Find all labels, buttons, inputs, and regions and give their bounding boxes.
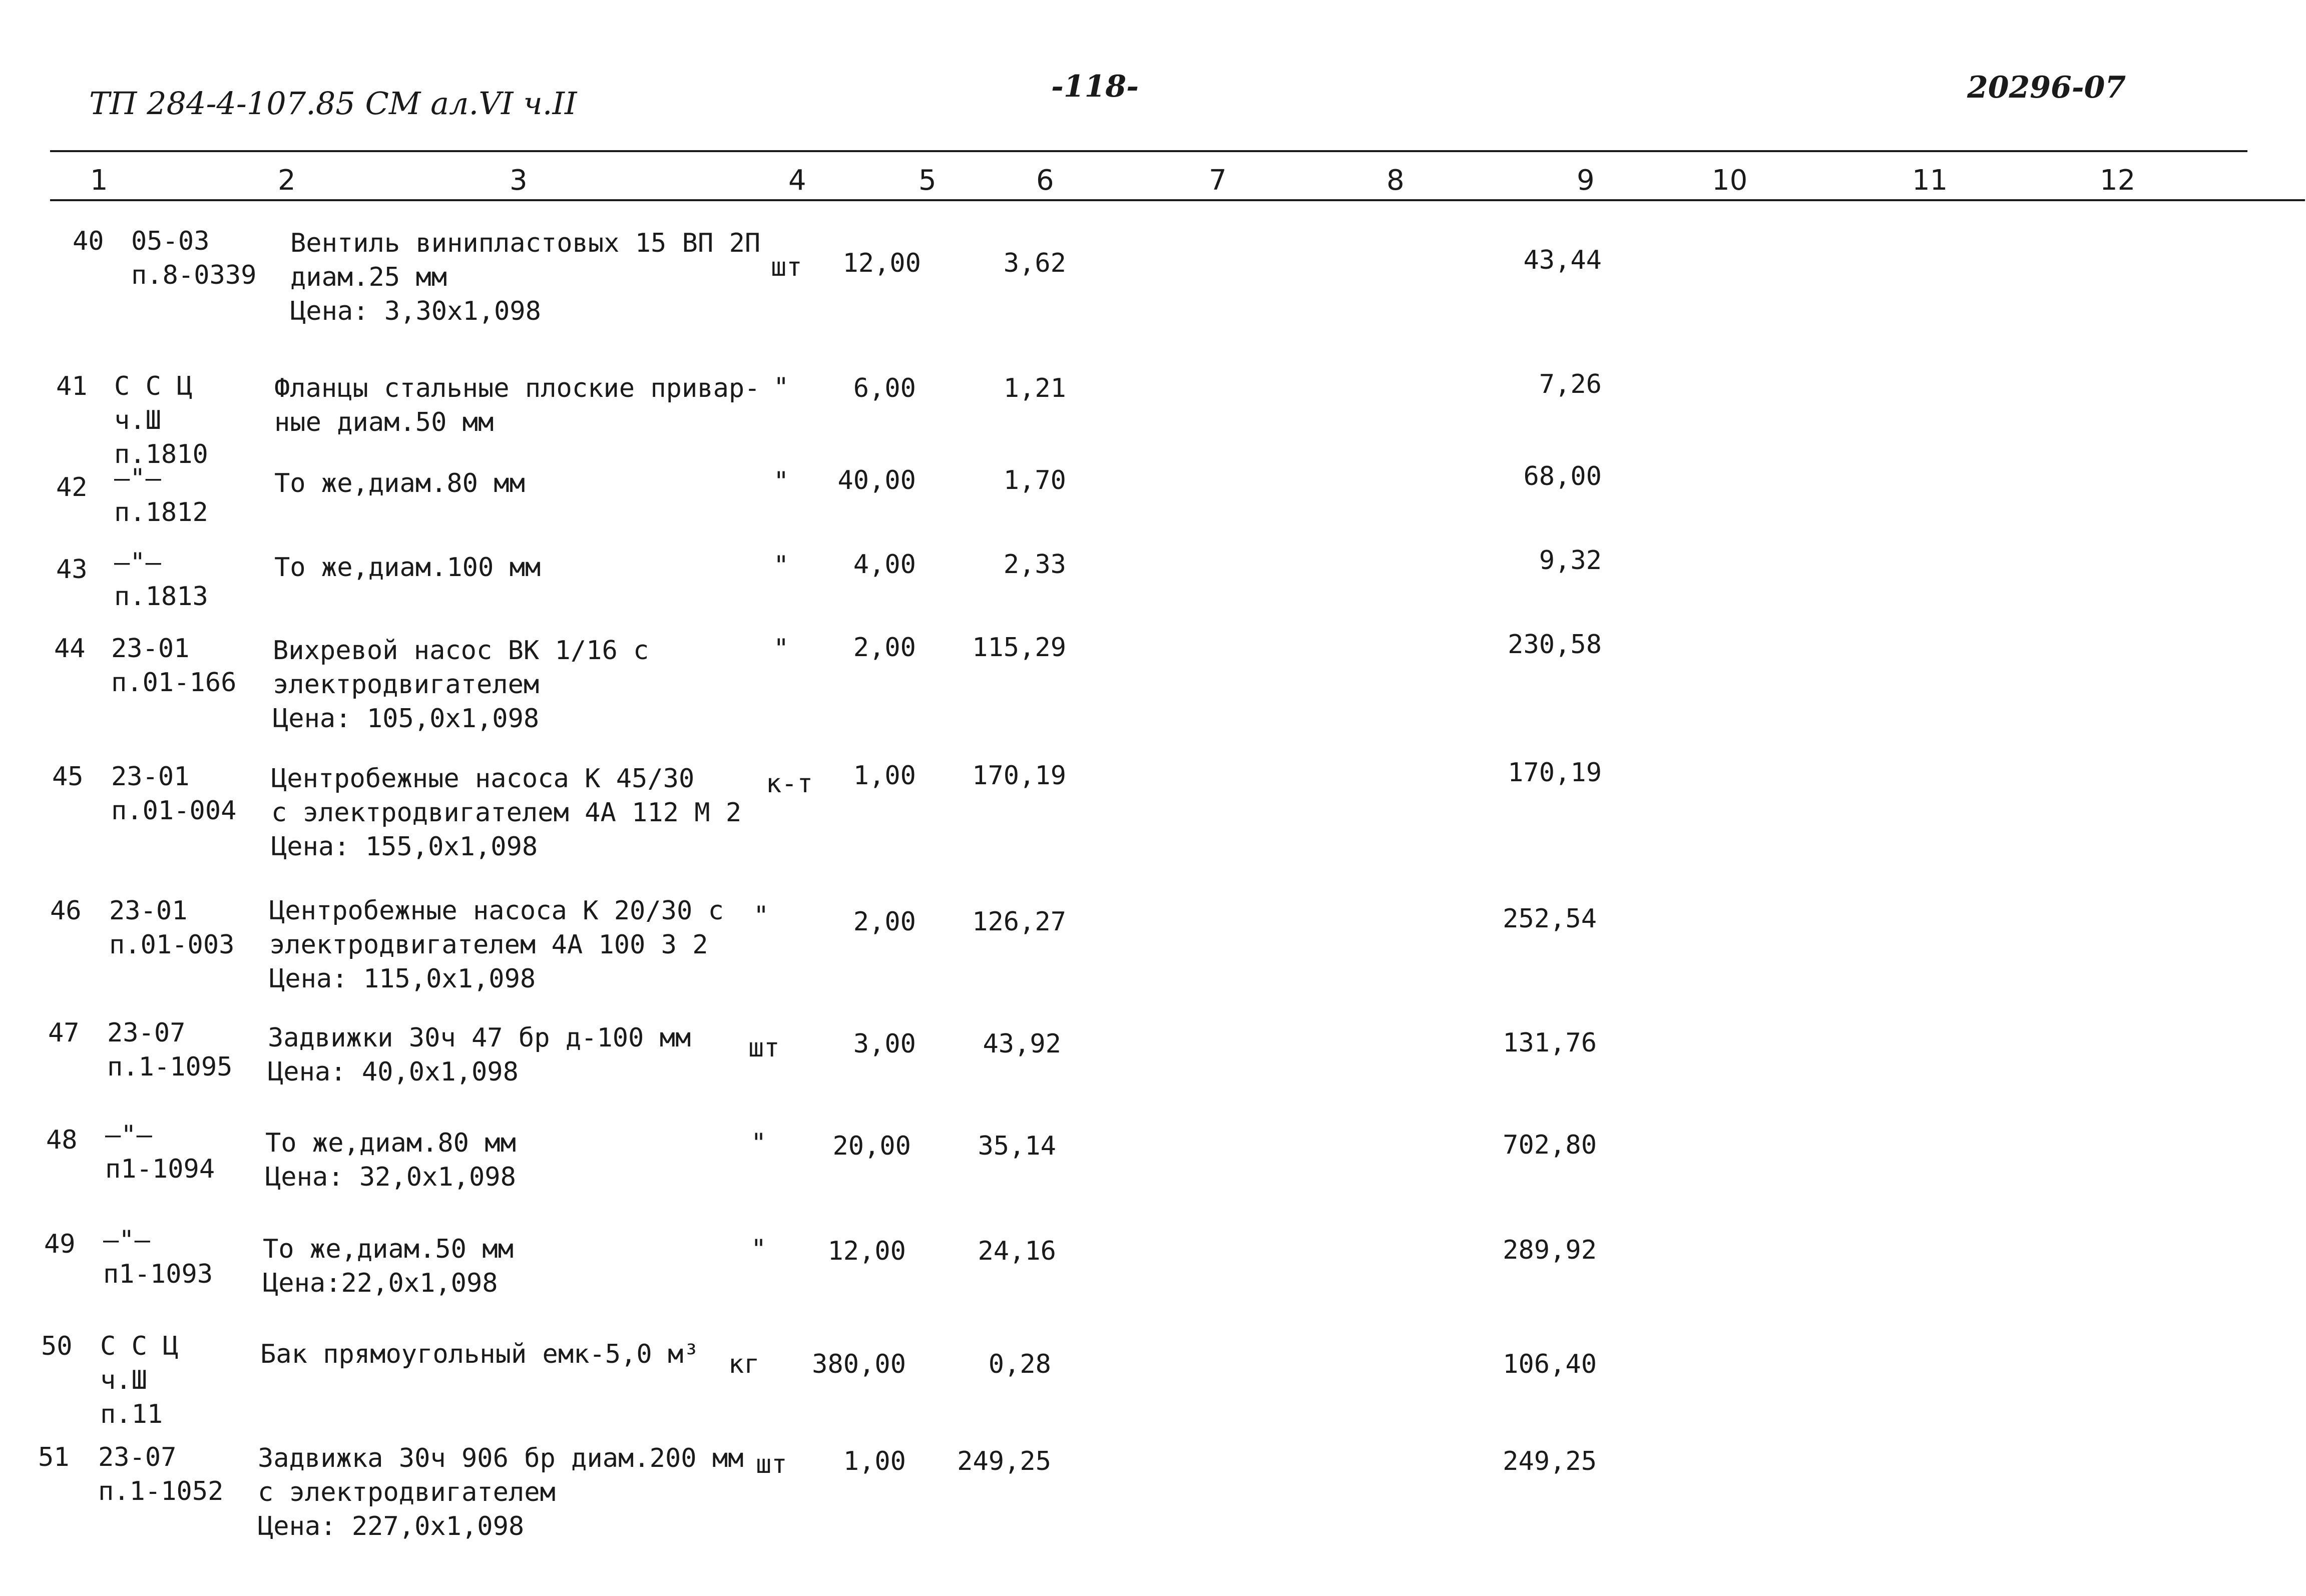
document-number: 20296-07 xyxy=(1967,70,2126,105)
unit-price: 115,29 xyxy=(972,633,1066,663)
norm-code: —"— п.1813 xyxy=(114,548,208,612)
norm-code: 23-07 п.1-1095 xyxy=(107,1018,233,1082)
unit: шт xyxy=(771,252,802,282)
column-number: 12 xyxy=(2100,164,2136,197)
row-number: 50 xyxy=(41,1331,73,1361)
row-number: 44 xyxy=(54,634,86,664)
norm-code: 23-01 п.01-004 xyxy=(111,762,237,826)
column-number: 6 xyxy=(1036,164,1054,197)
unit-price: 170,19 xyxy=(972,761,1066,791)
unit: " xyxy=(773,634,789,664)
document-code: ТП 284-4-107.85 СМ ал.VI ч.II xyxy=(89,85,577,122)
total-cost: 7,26 xyxy=(1539,369,1602,399)
unit-price: 249,25 xyxy=(957,1446,1051,1476)
row-number: 43 xyxy=(56,555,88,585)
unit-price: 3,62 xyxy=(1003,248,1066,278)
row-number: 41 xyxy=(56,371,88,401)
row-number: 49 xyxy=(44,1229,76,1259)
norm-code: С С Ц ч.Ш п.11 xyxy=(100,1331,179,1429)
item-description: Вентиль винипластовых 15 ВП 2П диам.25 мм Цена: 3,30х1,098 xyxy=(290,228,761,326)
unit: " xyxy=(751,1128,767,1158)
unit-price: 43,92 xyxy=(983,1029,1061,1059)
item-description: Задвижки 30ч 47 бр д-100 мм Цена: 40,0х1,098 xyxy=(268,1023,691,1087)
row-number: 46 xyxy=(50,896,82,926)
table-header-rule xyxy=(50,199,2305,201)
column-number: 1 xyxy=(90,164,108,197)
unit: " xyxy=(773,466,789,496)
norm-code: —"— п1-1094 xyxy=(105,1120,215,1184)
item-description: То же,диам.80 мм Цена: 32,0х1,098 xyxy=(265,1128,516,1192)
quantity: 20,00 xyxy=(832,1131,911,1161)
column-number: 10 xyxy=(1712,164,1748,197)
item-description: То же,диам.80 мм xyxy=(274,468,525,498)
unit-price: 24,16 xyxy=(978,1236,1056,1266)
item-description: Центробежные насоса К 45/30 с электродвигателем 4А 112 М 2 Цена: 155,0х1,098 xyxy=(271,764,742,862)
total-cost: 249,25 xyxy=(1503,1446,1597,1476)
unit: " xyxy=(751,1234,767,1264)
item-description: Задвижка 30ч 906 бр диам.200 мм с электродвигателем Цена: 227,0х1,098 xyxy=(258,1443,744,1541)
item-description: Фланцы стальные плоские привар- ные диам.50 мм xyxy=(274,373,760,437)
unit: к-т xyxy=(766,769,813,799)
norm-code: 23-07 п.1-1052 xyxy=(98,1442,224,1506)
total-cost: 230,58 xyxy=(1508,630,1602,660)
unit-price: 126,27 xyxy=(972,907,1066,937)
norm-code: —"— п1-1093 xyxy=(103,1225,213,1289)
total-cost: 170,19 xyxy=(1508,758,1602,788)
quantity: 1,00 xyxy=(853,761,916,791)
norm-code: 23-01 п.01-003 xyxy=(109,896,235,960)
row-number: 42 xyxy=(56,472,88,502)
quantity: 40,00 xyxy=(837,465,916,495)
total-cost: 131,76 xyxy=(1503,1028,1597,1058)
item-description: То же,диам.50 мм Цена:22,0х1,098 xyxy=(263,1234,514,1298)
unit-price: 1,70 xyxy=(1003,465,1066,495)
total-cost: 106,40 xyxy=(1503,1349,1597,1379)
unit-price: 0,28 xyxy=(988,1349,1051,1379)
column-number: 9 xyxy=(1577,164,1595,197)
quantity: 12,00 xyxy=(827,1236,906,1266)
unit: кг xyxy=(728,1349,760,1379)
column-number: 5 xyxy=(918,164,937,197)
unit-price: 2,33 xyxy=(1003,550,1066,580)
quantity: 1,00 xyxy=(843,1446,906,1476)
item-description: То же,диам.100 мм xyxy=(274,553,541,583)
total-cost: 252,54 xyxy=(1503,904,1597,934)
column-number: 4 xyxy=(788,164,806,197)
table-top-rule xyxy=(50,150,2247,152)
quantity: 2,00 xyxy=(853,907,916,937)
total-cost: 68,00 xyxy=(1523,461,1602,491)
quantity: 4,00 xyxy=(853,550,916,580)
quantity: 380,00 xyxy=(812,1349,906,1379)
item-description: Вихревой насос ВК 1/16 с электродвигателем Цена: 105,0х1,098 xyxy=(273,636,649,734)
total-cost: 9,32 xyxy=(1539,546,1602,576)
column-number: 7 xyxy=(1209,164,1227,197)
norm-code: С С Ц ч.Ш п.1810 xyxy=(114,371,208,469)
norm-code: —"— п.1812 xyxy=(114,463,208,527)
column-number: 3 xyxy=(510,164,528,197)
total-cost: 702,80 xyxy=(1503,1130,1597,1160)
item-description: Бак прямоугольный емк-5,0 м³ xyxy=(260,1339,699,1369)
quantity: 6,00 xyxy=(853,373,916,403)
quantity: 3,00 xyxy=(853,1029,916,1059)
column-number: 11 xyxy=(1912,164,1948,197)
unit: шт xyxy=(748,1033,780,1063)
total-cost: 43,44 xyxy=(1523,245,1602,275)
norm-code: 05-03 п.8-0339 xyxy=(131,226,257,290)
page-number: -118- xyxy=(1051,69,1139,104)
unit-price: 35,14 xyxy=(978,1131,1056,1161)
column-number: 8 xyxy=(1387,164,1405,197)
column-number: 2 xyxy=(278,164,296,197)
row-number: 51 xyxy=(38,1442,70,1472)
unit: " xyxy=(773,551,789,581)
quantity: 2,00 xyxy=(853,633,916,663)
item-description: Центробежные насоса К 20/30 с электродвигателем 4А 100 3 2 Цена: 115,0х1,098 xyxy=(269,896,724,994)
quantity: 12,00 xyxy=(842,248,921,278)
unit: " xyxy=(773,372,789,402)
unit-price: 1,21 xyxy=(1003,373,1066,403)
norm-code: 23-01 п.01-166 xyxy=(111,634,237,698)
row-number: 48 xyxy=(46,1125,78,1155)
row-number: 40 xyxy=(73,226,104,256)
row-number: 47 xyxy=(48,1018,80,1048)
unit: " xyxy=(753,901,769,931)
row-number: 45 xyxy=(52,762,84,792)
total-cost: 289,92 xyxy=(1503,1235,1597,1265)
unit: шт xyxy=(756,1449,787,1479)
